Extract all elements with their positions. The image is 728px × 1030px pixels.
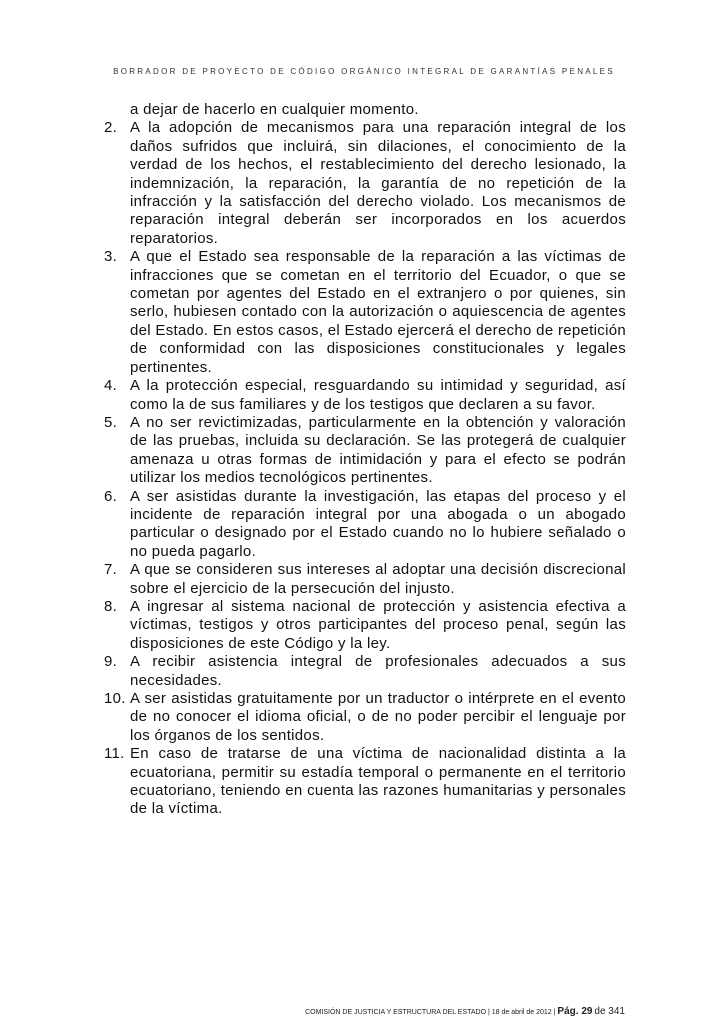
item-text: A que se consideren sus intereses al adoptar una decisión discrecional sobre el ejercicio de la persecución del injusto. <box>130 561 626 597</box>
item-number: 8. <box>104 597 118 615</box>
item-number: 11. <box>104 745 125 763</box>
page-total: de 341 <box>594 1006 625 1017</box>
list-item <box>104 119 626 248</box>
item-number: 4. <box>104 377 118 395</box>
item-text: A recibir asistencia integral de profesionales adecuados a sus necesidades. <box>130 653 626 689</box>
item-number: 10. <box>104 690 126 707</box>
list-item <box>104 561 626 598</box>
list-item <box>104 248 626 377</box>
item-text: A ser asistidas gratuitamente por un traductor o intérprete en el evento de no conocer el idioma oficial, o de no poder percibir el lenguaje por los órganos de los sentidos. <box>130 690 626 744</box>
item-text: A ingresar al sistema nacional de protección y asistencia efectiva a víctimas, testigos y otros participantes del proceso penal, según las disposiciones de este Código y la ley. <box>130 597 626 652</box>
running-footer <box>305 1006 625 1017</box>
running-header: BORRADOR DE PROYECTO DE CÓDIGO ORGÁNICO INTEGRAL DE GARANTÍAS PENALES <box>113 67 615 76</box>
continuation-text: a dejar de hacerlo en cualquier momento. <box>130 101 419 118</box>
list-item <box>104 653 626 690</box>
item-text: A la adopción de mecanismos para una reparación integral de los daños sufridos que incluirá, sin dilaciones, el conocimiento de la verdad de los hechos, el restablecimiento del derecho lesionado, la indemnización, la reparación, la garantía de no repetición de la infracción y la satisfacción del derecho violado. Los mecanismos de reparación integral deberán ser incorporados en los acuerdos reparatorios. <box>130 119 626 247</box>
list-item <box>104 745 626 819</box>
item-number: 7. <box>104 561 118 579</box>
item-number: 2. <box>104 119 118 137</box>
item-number: 9. <box>104 653 118 671</box>
page-number: Pág. 29 <box>557 1006 593 1017</box>
item-text: A ser asistidas durante la investigación, las etapas del proceso y el incidente de reparación integral por una abogada o un abogado particular o designado por el Estado cuando no lo hubiere señalado o no pueda pagarlo. <box>130 487 626 560</box>
item-number: 3. <box>104 248 118 266</box>
item-text: En caso de tratarse de una víctima de nacionalidad distinta a la ecuatoriana, permitir su estadía temporal o permanente en el territorio ecuatoriano, teniendo en cuenta las razones humanitarias y personales de la víctima. <box>130 745 626 818</box>
list-item <box>104 377 626 414</box>
item-text: A la protección especial, resguardando su intimidad y seguridad, así como la de sus familiares y de los testigos que declaren a su favor. <box>130 377 626 413</box>
item-text: A no ser revictimizadas, particularmente en la obtención y valoración de las pruebas, incluida su declaración. Se las protegerá de cualquier amenaza u otras formas de intimidación y para el efecto se podrán utilizar los medios tecnológicos pertinentes. <box>130 413 626 487</box>
list-item <box>104 414 626 488</box>
document-body <box>104 101 626 819</box>
footer-commission: COMISIÓN DE JUSTICIA Y ESTRUCTURA DEL ESTADO | 18 de abril de 2012 | <box>305 1009 556 1016</box>
item-number: 6. <box>104 487 118 505</box>
item-number: 5. <box>104 413 118 431</box>
list-item <box>104 488 626 562</box>
list-item <box>104 690 626 745</box>
item-text: A que el Estado sea responsable de la reparación a las víctimas de infracciones que se cometan en el territorio del Ecuador, o que se cometan por agentes del Estado en el extranjero o por quienes, sin serlo, hubiesen contado con la autorización o aquiescencia de agentes del Estado. En estos casos, el Estado ejercerá el derecho de repetición de conformidad con las disposiciones constitucionales y legales pertinentes. <box>130 248 626 376</box>
list-item <box>104 598 626 653</box>
